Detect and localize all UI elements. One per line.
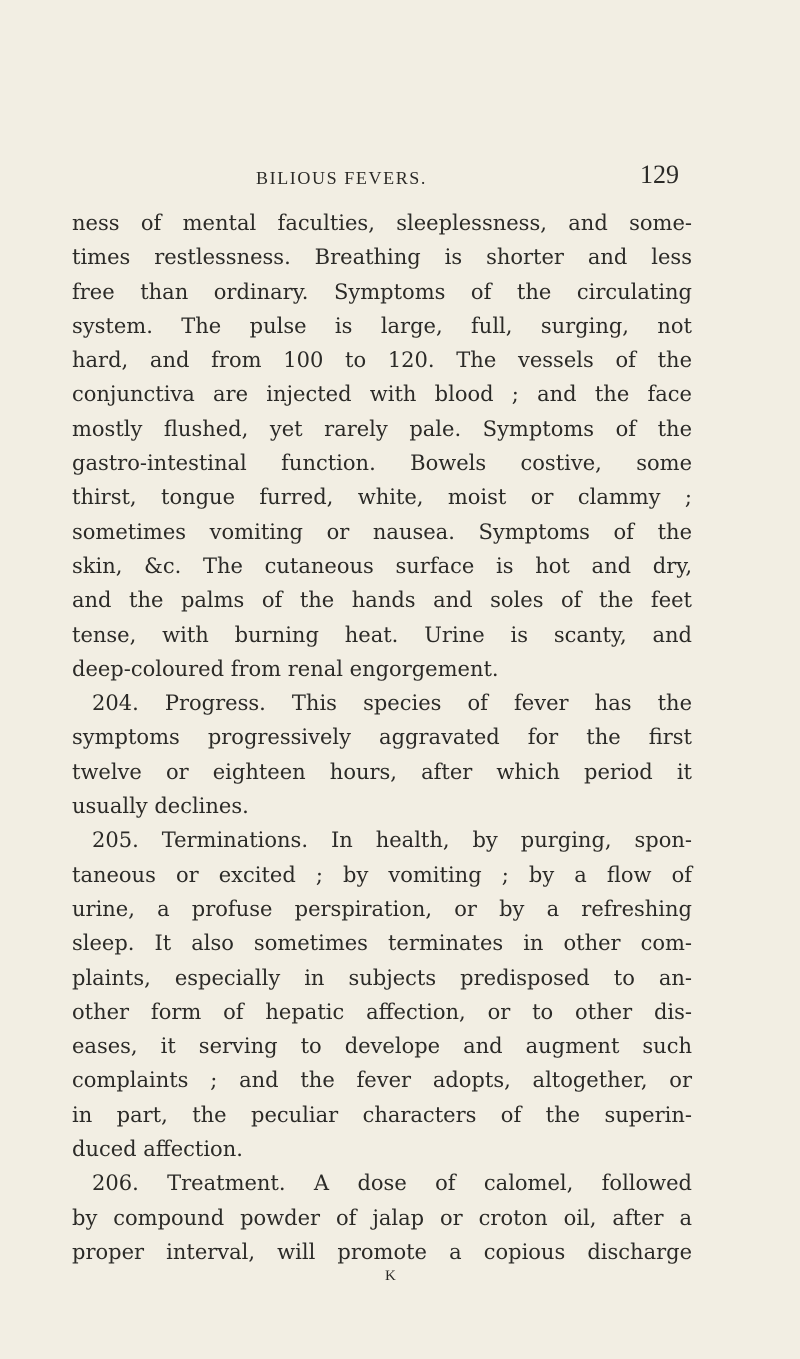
text-line: duced affection.: [72, 1137, 243, 1162]
running-head: [0, 160, 800, 192]
text-line: taneous or excited ; by vomiting ; by a flow of: [72, 862, 692, 887]
body-text: [72, 206, 692, 1269]
text-line: eases, it serving to develope and augment such: [72, 1034, 692, 1059]
text-line: skin, &c. The cutaneous surface is hot and dry,: [72, 553, 692, 578]
running-title: BILIOUS FEVERS.: [256, 168, 428, 188]
text-line: sometimes vomiting or nausea. Symptoms of the: [72, 519, 692, 544]
text-line: thirst, tongue furred, white, moist or clammy ;: [72, 485, 692, 510]
text-line: plaints, especially in subjects predisposed to an-: [72, 965, 692, 990]
text-line: and the palms of the hands and soles of the feet: [72, 588, 692, 613]
paragraph-204-start: 204. Progress. This species of fever has the: [92, 691, 692, 716]
text-line: deep-coloured from renal engorgement.: [72, 656, 499, 681]
text-line: gastro-intestinal function. Bowels costive, some: [72, 451, 692, 476]
page-number: 129: [640, 160, 679, 189]
signature-mark: K: [385, 1268, 396, 1284]
text-line: ness of mental faculties, sleeplessness, and some-: [72, 211, 692, 235]
text-line: free than ordinary. Symptoms of the circulating: [72, 279, 692, 304]
text-line: symptoms progressively aggravated for the first: [72, 725, 692, 750]
text-line: twelve or eighteen hours, after which period it: [72, 759, 692, 784]
text-line: system. The pulse is large, full, surging, not: [72, 313, 692, 338]
paragraph-206-start: 206. Treatment. A dose of calomel, followed: [92, 1171, 692, 1196]
text-line: mostly flushed, yet rarely pale. Symptoms of the: [72, 416, 692, 441]
text-line: in part, the peculiar characters of the superin-: [72, 1102, 692, 1127]
text-line: usually declines.: [72, 794, 249, 819]
text-line: proper interval, will promote a copious discharge: [72, 1239, 692, 1264]
text-line: sleep. It also sometimes terminates in other com-: [72, 931, 692, 956]
text-line: other form of hepatic affection, or to other dis-: [72, 999, 692, 1024]
text-line: complaints ; and the fever adopts, altogether, or: [72, 1068, 692, 1093]
paragraph-205-start: 205. Terminations. In health, by purging, spon-: [92, 828, 692, 853]
text-line: tense, with burning heat. Urine is scanty, and: [72, 622, 692, 647]
text-line: times restlessness. Breathing is shorter and less: [72, 245, 692, 270]
text-line: conjunctiva are injected with blood ; and the face: [72, 382, 692, 407]
text-line: urine, a profuse perspiration, or by a refreshing: [72, 896, 692, 921]
text-line: hard, and from 100 to 120. The vessels of the: [72, 348, 692, 373]
text-line: by compound powder of jalap or croton oil, after a: [72, 1205, 692, 1230]
